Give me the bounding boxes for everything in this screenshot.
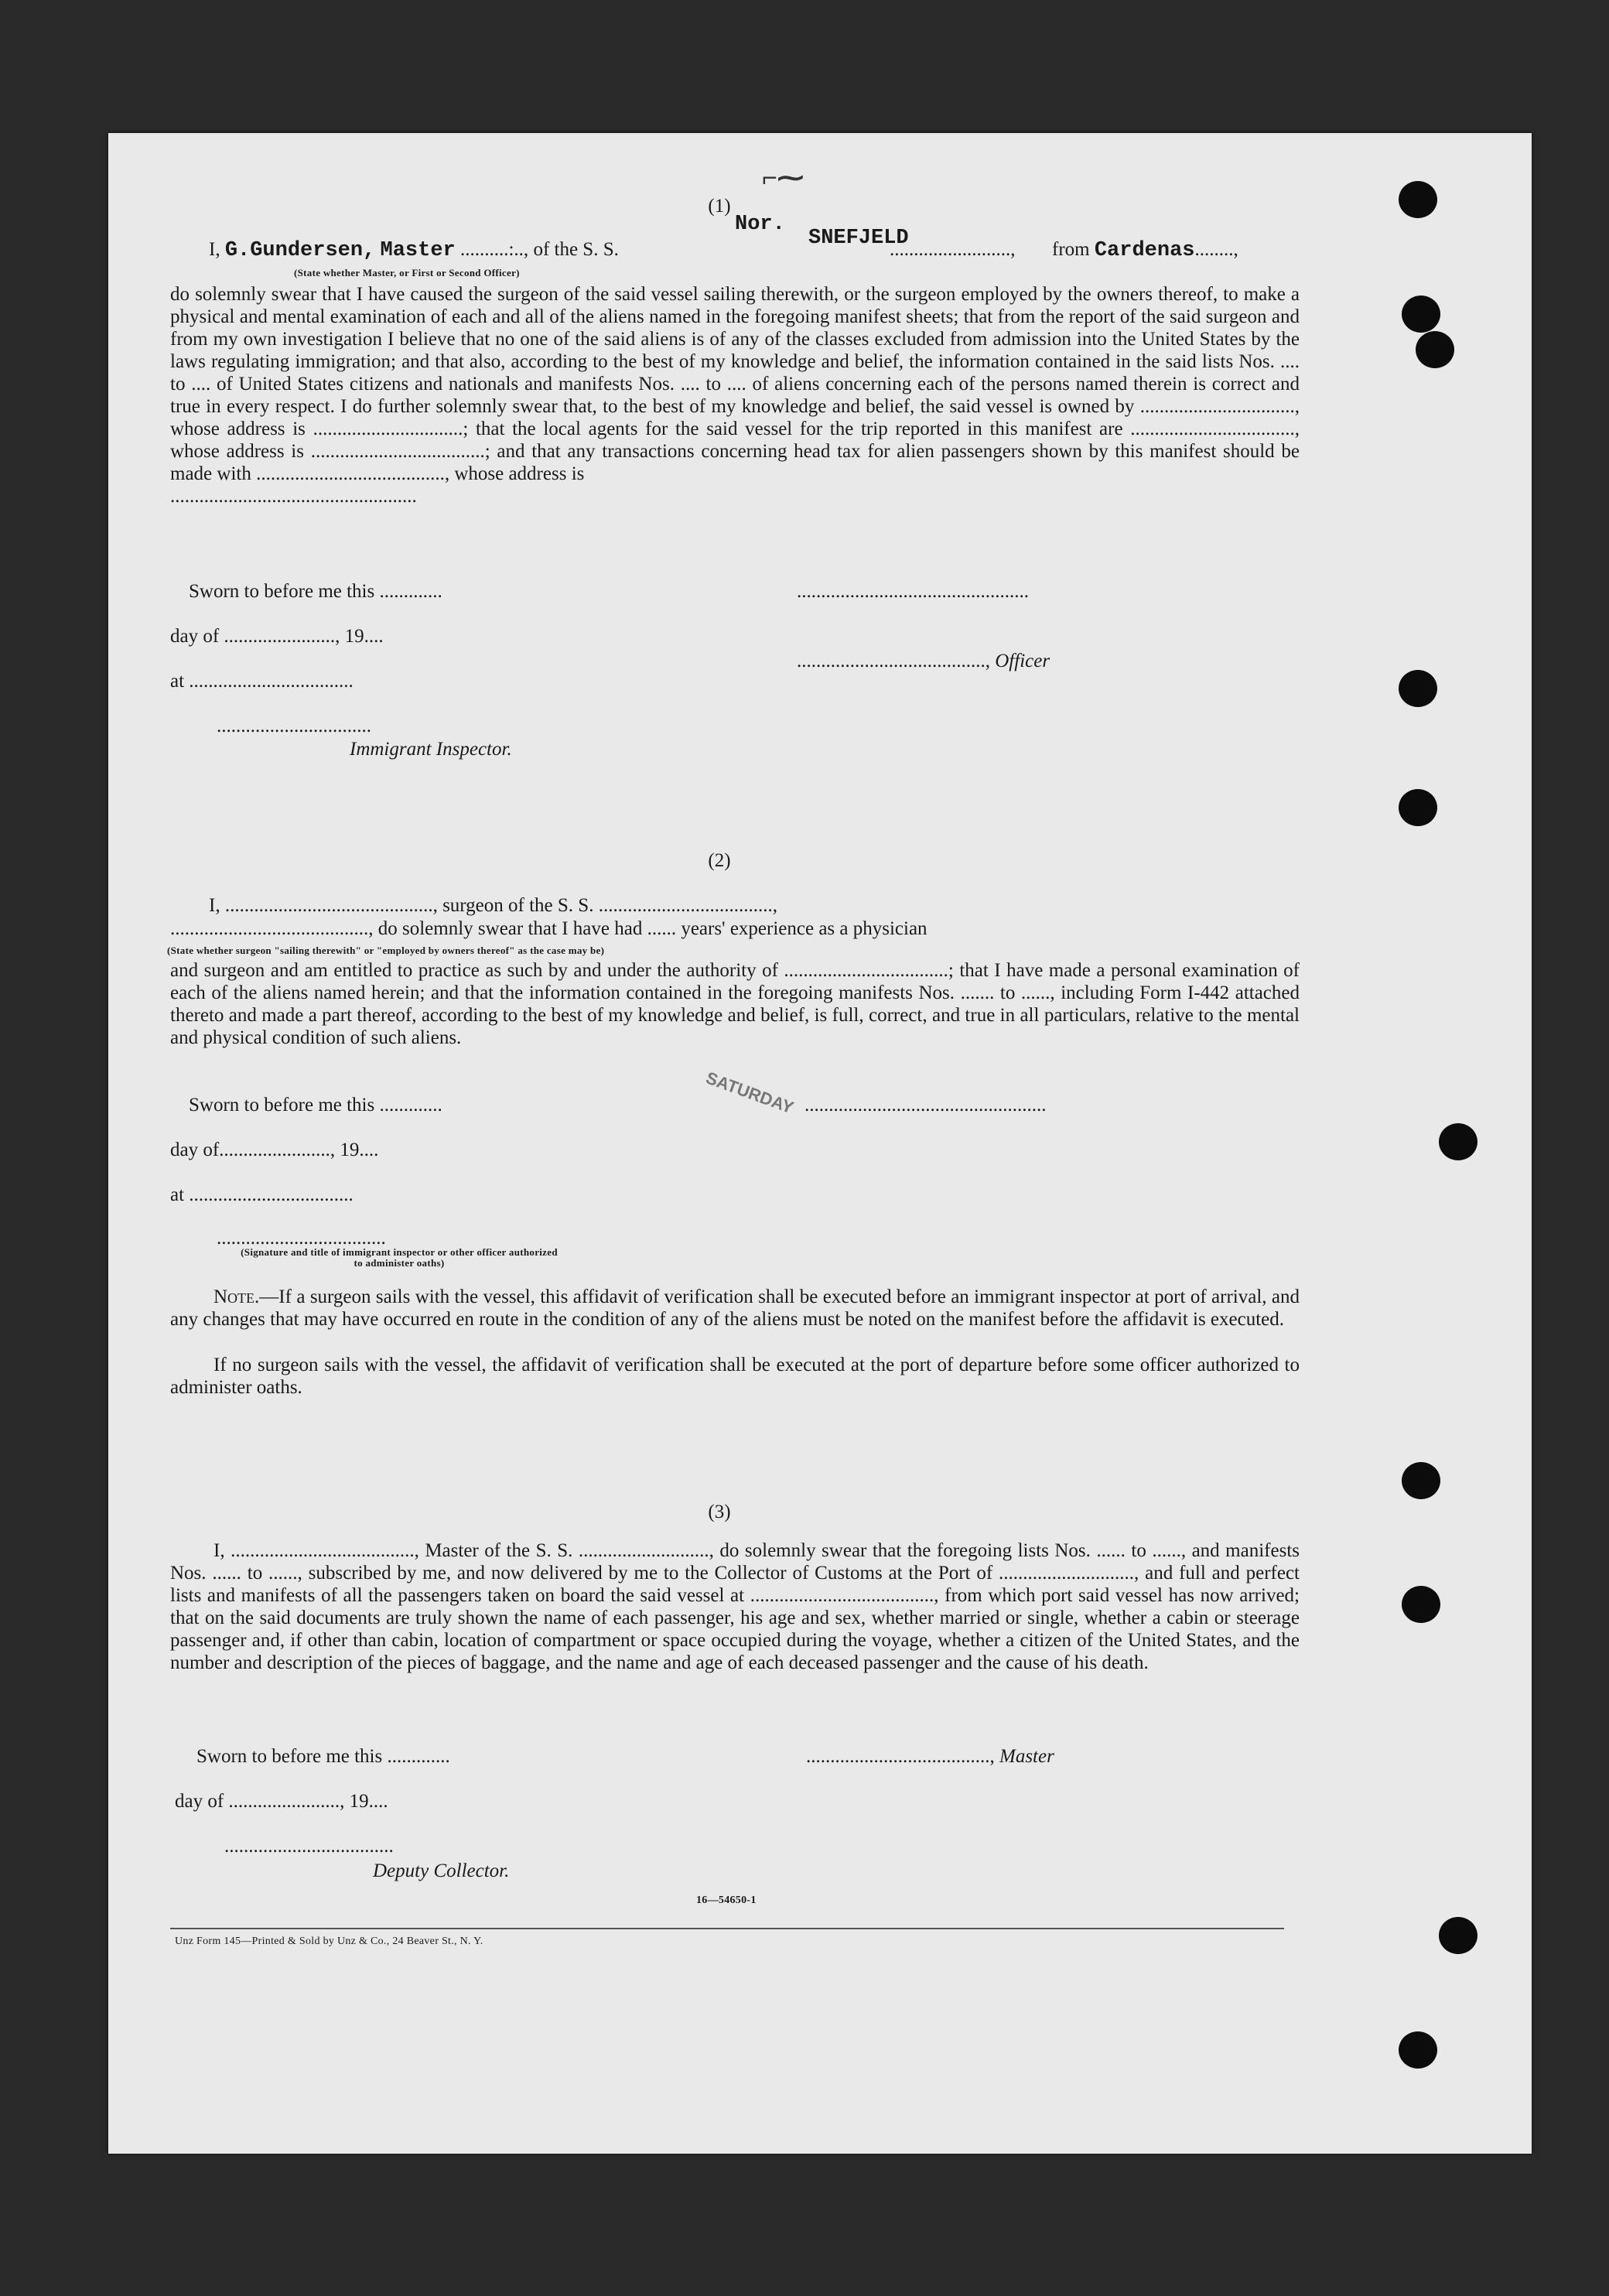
- section-2-body: and surgeon and am entitled to practice as such by and under the authority of ..................................; that I have made a personal examination of each of the aliens named herein; and that the information contained in the foregoing manifests Nos. ....... to ......, including Form I-442 attached thereto and made a part thereof, according to the best of my knowledge and belief, is full, correct, and true in all particulars, relative to the mental and physical condition of such aliens.: [170, 960, 1300, 1048]
- note-paragraph-2: If no surgeon sails with the vessel, the affidavit of verification shall be executed at the port of departure before some officer authorized to administer oaths.: [170, 1355, 1300, 1398]
- surgeon-state-note: (State whether surgeon "sailing therewith" or "employed by owners thereof" as the case may be): [167, 945, 605, 956]
- footer-rule: [170, 1928, 1284, 1929]
- note-paragraph-1: [170, 1286, 1300, 1331]
- faded-stamp: SATURDAY: [703, 1068, 797, 1118]
- signature-dots: ...................................: [217, 1228, 386, 1249]
- punch-hole: [1439, 1917, 1477, 1954]
- state-note: (State whether Master, or First or Second Officer): [294, 267, 520, 278]
- master-label: Master: [999, 1746, 1054, 1767]
- master-declaration-line: [209, 238, 619, 262]
- printer-imprint: Unz Form 145—Printed & Sold by Unz & Co., 24 Beaver St., N. Y.: [175, 1936, 483, 1947]
- sworn-line: Sworn to before me this .............: [196, 1746, 450, 1767]
- punch-hole: [1399, 181, 1437, 218]
- nationality: Nor.: [735, 213, 785, 236]
- section-1-body-end: ...................................................: [170, 486, 417, 507]
- section-3-number: (3): [708, 1502, 731, 1522]
- signature-line: ................................................: [797, 581, 1029, 602]
- surgeon-line-1: I, ..........................................., surgeon of the S. S. ....................................,: [209, 895, 777, 916]
- section-1-number: (1): [708, 196, 731, 217]
- officer-signature: [797, 650, 1050, 672]
- section-1-body: [170, 283, 1300, 507]
- section-1-body-text: do solemnly swear that I have caused the surgeon of the said vessel sailing therewith, or the surgeon employed by the owners thereof, to make a physical and mental examination of each and all of the aliens named in the foregoing manifest sheets; that from the report of the said surgeon and from my own investigation I believe that no one of the said aliens is of any of the classes excluded from admission into the United States by the laws regulating immigration; and that also, according to the best of my knowledge and belief, the information contained in the said lists Nos. .... to .... of United States citizens and nationals and manifests Nos. .... to .... of aliens concerning each of the persons named therein is correct and true in every respect. I do further solemnly swear that, to the best of my knowledge and belief, the said vessel is owned by ................................, whose address is ...............................; that the local agents for the said vessel for the trip reported in this manifest are .................................., whose address is ....................................; and that any transactions concerning head tax for alien passengers shown by this manifest should be made with ......................................., whose address is: [170, 284, 1300, 484]
- of-the-ss-label: of the S. S.: [533, 239, 619, 260]
- punch-hole: [1402, 1586, 1440, 1623]
- surgeon-line-2: ........................................., do solemnly swear that I have had ...... years' experience as a physician: [170, 918, 927, 939]
- inspector-dots: ................................: [217, 716, 371, 736]
- handwritten-mark: ⌐⁓: [762, 163, 804, 193]
- vessel-dots: .........................,: [890, 239, 1016, 260]
- vessel-name: SNEFJELD: [808, 227, 909, 250]
- punch-hole: [1402, 296, 1440, 333]
- dots: ..........:..,: [455, 239, 529, 260]
- manifest-page: [108, 133, 1532, 2154]
- at-line: at ..................................: [170, 671, 354, 692]
- master-name: G.Gundersen,: [224, 239, 376, 262]
- punch-hole: [1402, 1462, 1440, 1499]
- immigrant-inspector-label: Immigrant Inspector.: [350, 739, 512, 760]
- punch-hole: [1439, 1123, 1477, 1160]
- sworn-line: Sworn to before me this .............: [189, 1095, 442, 1116]
- day-of-line: day of......................., 19....: [170, 1139, 379, 1160]
- punch-hole: [1399, 789, 1437, 826]
- form-number: 16—54650-1: [696, 1895, 757, 1906]
- from-label: from: [1052, 239, 1090, 260]
- note-text-1: —If a surgeon sails with the vessel, this affidavit of verification shall be executed before an immigrant inspector at port of arrival, and any changes that may have occurred en route in the condition of any of the aliens must be noted on the manifest before the affidavit is executed.: [170, 1286, 1300, 1330]
- master-dots: ......................................,: [806, 1746, 999, 1767]
- officer-dots: .......................................,: [797, 651, 996, 671]
- collector-dots: ...................................: [224, 1836, 394, 1857]
- punch-hole: [1399, 2031, 1437, 2069]
- section-2-number: (2): [708, 850, 731, 871]
- signature-note: [237, 1247, 562, 1269]
- from-port: Cardenas: [1094, 239, 1195, 262]
- day-of-line: day of ......................., 19....: [175, 1791, 388, 1812]
- master-signature: [806, 1745, 1054, 1768]
- officer-label: Officer: [995, 651, 1050, 671]
- deputy-collector-label: Deputy Collector.: [373, 1860, 510, 1881]
- intro-i: I,: [209, 239, 220, 260]
- signature-line: ..................................................: [804, 1095, 1047, 1116]
- master-rank: Master: [380, 239, 456, 262]
- day-of-line: day of ......................., 19....: [170, 626, 384, 647]
- at-line: at ..................................: [170, 1184, 354, 1205]
- section-3-body: I, ......................................, Master of the S. S. ..........................., do solemnly swear that the foregoing lists Nos. ...... to ......, and manifests Nos. ...... to ......, subscribed by me, and now delivered by me to the Collector of Customs at the Port of ............................, and full and perfect lists and manifests of all the passengers taken on board the said vessel at ......................................, from which port said vessel has now arrived; that on the said documents are truly shown the name of each passenger, his age and sex, whether married or single, whether a cabin or steerage passenger and, if other than cabin, location of compartment or space occupied during the voyage, whether a citizen of the United States, and the number and description of the pieces of baggage, and the name and age of each deceased passenger and the cause of his death.: [170, 1540, 1300, 1673]
- signature-note-text: (Signature and title of immigrant inspector or other officer authorized to administer oaths): [241, 1246, 558, 1269]
- from-line: [1052, 238, 1238, 262]
- punch-hole: [1399, 670, 1437, 707]
- note-label: Note.: [214, 1286, 260, 1307]
- sworn-line: Sworn to before me this .............: [189, 581, 442, 602]
- dots: ........,: [1194, 239, 1238, 260]
- punch-hole: [1416, 331, 1454, 368]
